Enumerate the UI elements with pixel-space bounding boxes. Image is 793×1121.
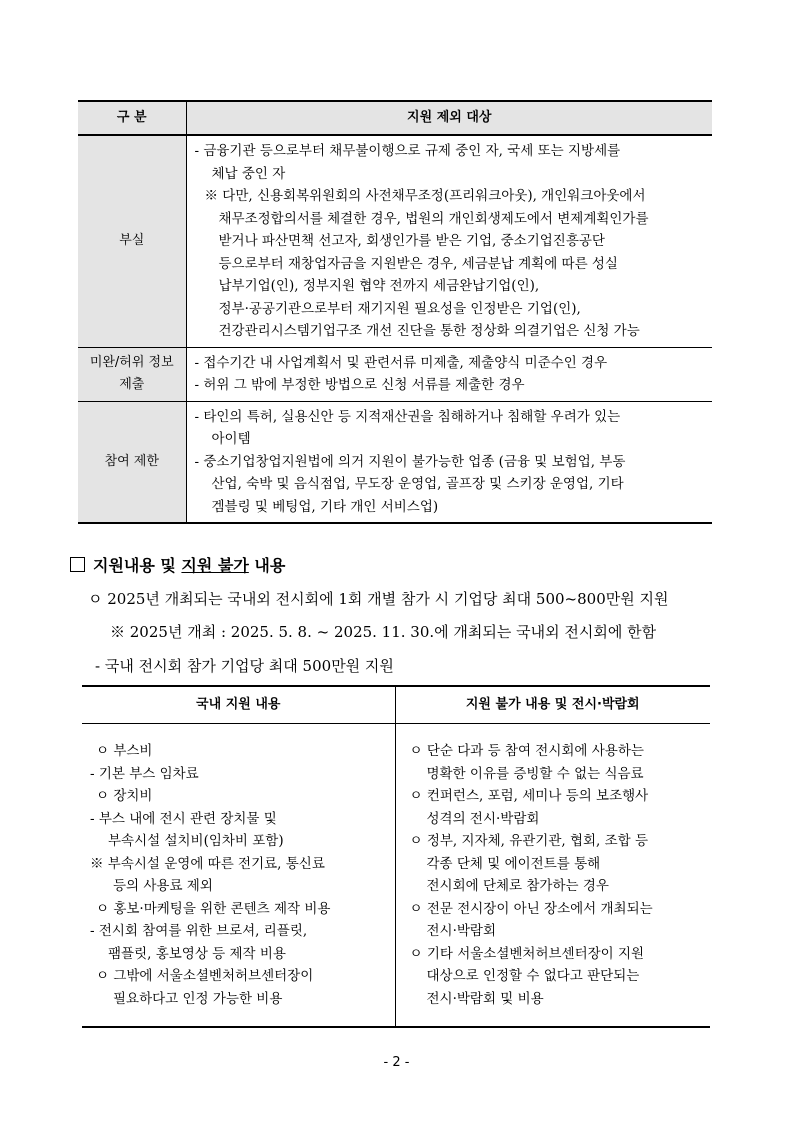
list-item: ㅇ 홍보·마케팅을 위한 콘텐츠 제작 비용 [96,900,331,917]
list-item: ㅇ 컨퍼런스, 포럼, 세미나 등의 보조행사 [409,788,649,804]
text-line: 정부·공공기관으로부터 재기지원 필요성을 인정받은 기업(인), [218,300,581,317]
category-insolvent: 부실 [78,135,186,347]
list-item: 전시회에 단체로 참가하는 경우 [426,878,609,894]
list-item: 전시·박람회 및 비용 [426,990,544,1007]
list-item: ㅇ 단순 다과 등 참여 전시회에 사용하는 [409,743,644,759]
text-line: 받거나 파산면책 선고자, 회생인가를 받은 기업, 중소기업진흥공단 [218,233,605,249]
exclusion-table [78,100,712,524]
body-restriction [186,401,712,523]
text-line: 납부기업(인), 정부지원 협약 전까지 세금완납기업(인), [218,278,540,294]
list-item: - 전시회 참여를 위한 브로셔, 리플릿, [90,923,308,939]
list-item: ㅇ 그밖에 서울소셜벤처허브센터장이 [96,968,314,984]
text-line: 건강관리시스템기업구조 개선 진단을 통한 정상화 의결기업은 신청 가능 [218,323,640,339]
text-line: ※ 다만, 신용회복위원회의 사전채무조정(프리워크아웃), 개인워크아웃에서 [204,188,646,204]
support-summary: ㅇ 2025년 개최되는 국내외 전시회에 1회 개별 참가 시 기업당 최대 500~800만원 지원 [88,590,669,608]
support-content-table [82,685,710,1028]
text-line: - 접수기간 내 사업계획서 및 관련서류 미제출, 제출양식 미준수인 경우 [194,354,608,371]
header-domestic-support: 국내 지원 내용 [82,686,395,724]
body-insolvent [186,135,712,347]
page-number: - 2 - [383,1055,410,1070]
category-restriction: 참여 제한 [78,401,186,523]
text-line: - 허위 그 밖에 부정한 방법으로 신청 서류를 제출한 경우 [194,377,525,393]
text-line: - 금융기관 등으로부터 채무불이행으로 규제 중인 자, 국세 또는 지방세를 [194,143,621,159]
list-item: ㅇ 부스비 [96,743,153,759]
header-category: 구 분 [78,101,186,135]
section-title [70,553,285,576]
list-item: ㅇ 전문 전시장이 아닌 장소에서 개최되는 [409,900,653,917]
support-period-note: ※ 2025년 개최 : 2025. 5. 8. ~ 2025. 11. 30.에 개최되는 국내외 전시회에 한함 [110,623,657,641]
support-table-body [82,724,710,1028]
list-item: - 부스 내에 전시 관련 장치물 및 [90,810,277,827]
row-false-info [78,347,712,401]
checkbox-square-icon [70,557,85,572]
section-title-part: 지원내용 및 [93,556,182,575]
text-line: 겜블링 및 베팅업, 기타 개인 서비스업) [211,498,439,515]
support-table-header [82,686,710,724]
list-item: 각종 단체 및 에이전트를 통해 [426,855,601,872]
text-line: 산업, 숙박 및 음식점업, 무도장 운영업, 골프장 및 스키장 운영업, 기타 [211,476,624,492]
list-item: 전시·박람회 [426,923,496,939]
category-line: 미완/허위 정보 [89,354,174,370]
domestic-support-list [82,724,395,1028]
text-line: 채무조정합의서를 체결한 경우, 법원의 개인회생제도에서 변제계획인가를 [218,210,649,227]
list-item: ※ 부속시설 운영에 따른 전기료, 통신료 [90,855,325,872]
header-not-supported: 지원 불가 내용 및 전시·박람회 [395,686,710,724]
list-item: 부속시설 설치비(임차비 포함) [108,833,284,849]
text-line: 아이템 [211,431,251,447]
row-restriction [78,401,712,523]
list-item: 등의 사용료 제외 [113,878,213,894]
body-false-info [186,347,712,401]
text-line: 등으로부터 재창업자금을 지원받은 경우, 세금분납 계획에 따른 성실 [218,255,618,272]
list-item: 명확한 이유를 증빙할 수 없는 식음료 [426,765,644,782]
category-line: 제출 [119,377,145,392]
text-line: 체납 중인 자 [211,165,286,182]
section-title-part: 내용 [248,556,286,575]
text-line: - 타인의 특허, 실용신안 등 지적재산권을 침해하거나 침해할 우려가 있는 [194,408,621,425]
text-line: - 중소기업창업지원법에 의거 지원이 불가능한 업종 (금융 및 보험업, 부동 [194,453,626,470]
list-item: 대상으로 인정할 수 없다고 판단되는 [426,968,640,984]
list-item: 팸플릿, 홍보영상 등 제작 비용 [108,945,286,962]
list-item: ㅇ 기타 서울소셜벤처허브센터장이 지원 [409,945,645,962]
list-item: ㅇ 장치비 [96,788,153,804]
header-target: 지원 제외 대상 [186,101,712,135]
exclusion-table-header [78,101,712,135]
domestic-limit: - 국내 전시회 참가 기업당 최대 500만원 지원 [95,657,394,675]
not-supported-list [395,724,710,1028]
list-item: ㅇ 정부, 지자체, 유관기관, 협회, 조합 등 [409,833,649,849]
row-insolvent [78,135,712,347]
list-item: 성격의 전시·박람회 [426,810,540,827]
list-item: 필요하다고 인정 가능한 비용 [113,990,283,1007]
section-title-underlined: 지원 불가 [181,556,249,575]
list-item: - 기본 부스 임차료 [90,765,199,782]
category-false-info [78,347,186,401]
